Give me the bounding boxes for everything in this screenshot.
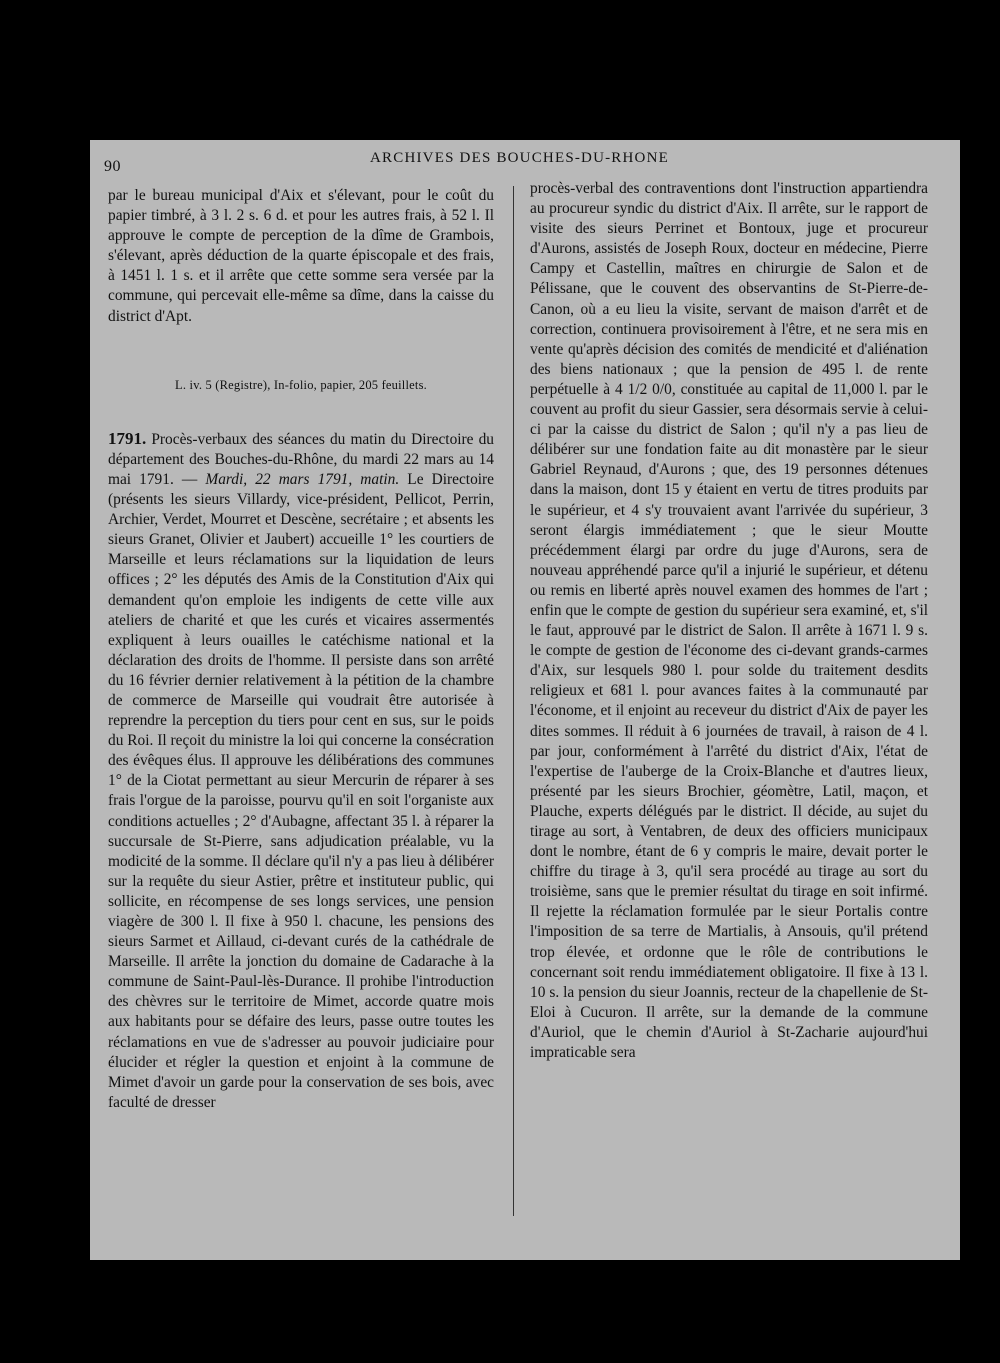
page-number: 90 [104, 158, 121, 175]
intro-paragraph: par le bureau municipal d'Aix et s'élevant, pour le coût du papier timbré, à 3 l. 2 s. 6 d. et pour les autres frais, à 52 l. Il approuve le compte de perception de la dîme de Grambois, s'élevant, après déduction de la quarte épiscopale et des frais, à 1451 l. 1 s. et il arrête que cette somme sera versée par la commune, qui percevait elle-même sa dîme, dans la caisse du district d'Apt. [108, 187, 494, 325]
entry-text-a: Procès-verbaux des séances du matin du Directoire du département des Bouches-du-Rhône, du mardi 22 mars au 14 mai 1791. — [108, 430, 494, 488]
right-paragraph: procès-verbal des contraventions dont l'instruction appartiendra au procureur syndic du district d'Aix. Il arrête, sur le rapport de visite des sieurs Perrinet et Bontoux, juge et procureur d'Aurons, assistés de Joseph Roux, docteur en médecine, Pierre Campy et Castellin, maîtres en chirurgie de Salon et de Pélissane, que le couvent des observantins de St-Pierre-de-Canon, où a eu lieu la visite, servant de maison d'arrêt et de correction, continuera provisoirement à l'être, et ne sera mis en vente qu'après décision des comités de mendicité et d'aliénation des biens nationaux ; que la pension de 495 l. de rente perpétuelle à 4 1/2 0/0, constituée au capital de 11,000 l. par le couvent au profit du sieur Gassier, sera désormais servie à celui-ci par la caisse du district de Salon ; qu'il n'y a pas lieu de délibérer sur une fondation faite au dit monastère par le sieur Gabriel Reynaud, d'Aurons ; que, des 19 personnes détenues dans la maison, dont 15 y étaient en vertu de titres produits par le supérieur, et 4 s'y trouvaient avant l'arrivée du supérieur, 3 seront élargis immédiatement ; que le sieur Moutte précédemment élargi par ordre du juge d'Aurons, sera de nouveau appréhendé parce qu'il a injurié le supérieur, et détenu ou remis en liberté après nouvel examen des hommes de l'art ; enfin que le compte de gestion du supérieur sera examiné, et, s'il le faut, approuvé par le district de Salon. Il arrête à 1671 l. 9 s. le compte de gestion de l'économe des ci-devant grands-carmes d'Aix, sur lesquels 980 l. pour solde du traitement desdits religieux et 681 l. pour avances faites à la communauté par l'économe, et il enjoint au receveur du district d'Aix de payer les dites sommes. Il réduit à 6 journées de travail, à raison de 4 l. par jour, conformément à l'arrêté du district d'Aix, l'état de l'expertise de l'auberge de la Croix-Blanche et d'autres lieux, présenté par les sieurs Brochier, géomètre, Latil, maçon, et Plauche, experts délégués par le district. Il décide, au sujet du tirage au sort, à Ventabren, de deux des officiers municipaux dont le nombre, étant de 6 y compris le maire, devait porter le chiffre du tirage à 3, qu'il sera procédé au tirage au sort du troisième, sans que le premier résultat du tirage en soit infirmé. Il rejette la réclamation formulée par le sieur Portalis contre l'imposition de sa terre de Martialis, à Ansouis, qu'il prétend trop élevée, et ordonne que le rôle de contributions le concernant soit rendu immédiatement obligatoire. Il fixe à 13 l. 10 s. la pension du sieur Joannis, recteur de la chapellenie de St-Eloi à Cucuron. Il arrête, sur la demande de la commune d'Auriol, que le chemin d'Auriol à St-Zacharie aujourd'hui impraticable sera [530, 180, 928, 1062]
entry-paragraph [108, 429, 494, 1113]
column-divider [513, 186, 514, 1216]
left-column [108, 186, 494, 1113]
running-header: ARCHIVES DES BOUCHES-DU-RHONE [370, 150, 669, 166]
entry-text-b: Le Directoire (présents les sieurs Villardy, vice-président, Pellicot, Perrin, Archier, Verdet, Mourret et Descène, secrétaire ; et absents les sieurs Granet, Olivier et Jaubert) accueille 1° les courtiers de Marseille et leurs réclamations sur la liquidation de leurs offices ; 2° les députés des Amis de la Constitution d'Aix qui demandent qu'on emploie les indigents de cette ville aux ateliers de charité et que les curés et vicaires assermentés expliquent à leurs ouailles le catéchisme national et la déclaration des droits de l'homme. Il persiste dans son arrêté du 16 février dernier relativement à la pétition de la chambre de commerce de Marseille qui voudrait être autorisée à reprendre la perception du tiers pour cent en sus, sur le poids du Roi. Il reçoit du ministre la loi qui concerne la consécration des évêques élus. Il approuve les délibérations des communes 1° de la Ciotat permettant au sieur Mercurin de réparer à ses frais l'orgue de la paroisse, pourvu qu'il en soit l'organiste aux conditions actuelles ; 2° d'Aubagne, affectant 35 l. à réparer la succursale de St-Pierre, sans adjudication préalable, vu la modicité de la somme. Il déclare qu'il n'y a pas lieu à délibérer sur la requête du sieur Astier, prêtre et instituteur public, qui sollicite, en récompense de ses longs services, une pension viagère de 300 l. Il fixe à 950 l. chacune, les pensions des sieurs Sarmet et Aillaud, ci-devant curés de la cathédrale de Marseille. Il arrête la jonction du domaine de Cadarache à la commune de Saint-Paul-lès-Durance. Il prohibe l'introduction des chèvres sur le territoire de Mimet, accorde quatre mois aux habitants pour se défaire des leurs, passe outre toutes les réclamations en vue de s'adresser au pouvoir judiciaire pour élucider et régler la question et enjoint à la commune de Mimet d'avoir un garde pour la conservation de ses bois, avec faculté de dresser [108, 470, 494, 1111]
archive-citation: L. iv. 5 (Registre), In-folio, papier, 205 feuillets. [175, 377, 427, 392]
right-column [530, 179, 928, 1063]
entry-year: 1791. [108, 428, 147, 448]
entry-date-italic: Mardi, 22 mars 1791, matin. [205, 470, 400, 488]
